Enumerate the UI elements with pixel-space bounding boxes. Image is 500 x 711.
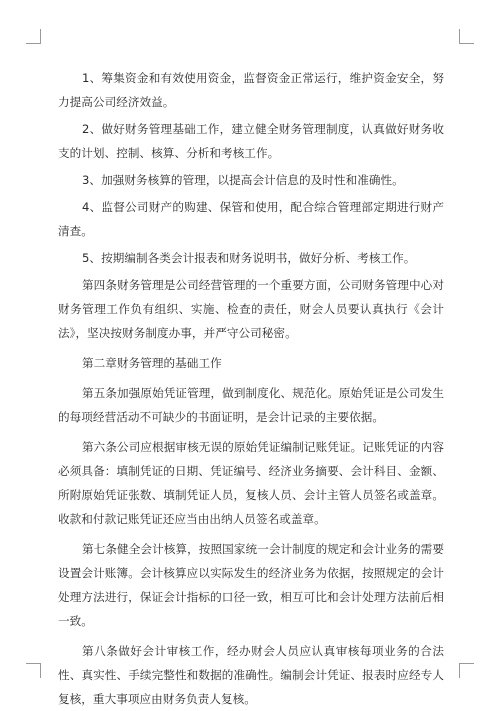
paragraph-article-4: 第四条财务管理是公司经营管理的一个重要方面，公司财务管理中心对财务管理工作负有组织、实施、检查的责任，财会人员要认真执行《会计法》，坚决按财务制度办事，并严守公司秘密。 [58, 278, 444, 340]
paragraph-article-7: 第七条健全会计核算，按照国家统一会计制度的规定和会计业务的需要设置会计账簿。会计核算应以实际发生的经济业务为依据，按照规定的会计处理方法进行，保证会计指标的口径一致，相互可比和会计处理方法前后相一致。 [58, 542, 444, 628]
paragraph-article-5: 第五条加强原始凭证管理，做到制度化、规范化。原始凭证是公司发生的每项经营活动不可缺少的书面证明，是会计记录的主要依据。 [58, 386, 444, 424]
paragraph-duty-2: 2、做好财务管理基础工作，建立健全财务管理制度，认真做好财务收支的计划、控制、核算、分析和考核工作。 [58, 122, 444, 160]
paragraph-duty-5: 5、按期编制各类会计报表和财务说明书，做好分析、考核工作。 [82, 251, 416, 265]
crop-mark-bottom-right [459, 663, 474, 678]
paragraph-article-8: 第八条做好会计审核工作，经办财会人员应认真审核每项业务的合法性、真实性、手续完整性和数据的准确性。编制会计凭证、报表时应经专人复核，重大事项应由财务负责人复核。 [58, 644, 444, 706]
paragraph-duty-1: 1、筹集资金和有效使用资金，监督资金正常运行，维护资金安全，努力提高公司经济效益。 [58, 71, 444, 109]
crop-mark-top-right [459, 29, 474, 44]
crop-mark-bottom-left [26, 663, 41, 678]
paragraph-article-6: 第六条公司应根据审核无误的原始凭证编制记账凭证。记账凭证的内容必须具备：填制凭证的日期、凭证编号、经济业务摘要、会计科目、金额、所附原始凭证张数、填制凭证人员，复核人员、会计主管人员签名或盖章。收款和付款记账凭证还应当由出纳人员签名或盖章。 [58, 440, 444, 526]
paragraph-duty-3: 3、加强财务核算的管理，以提高会计信息的及时性和准确性。 [82, 173, 404, 187]
document-body [58, 66, 444, 711]
paragraph-duty-4: 4、监督公司财产的购建、保管和使用，配合综合管理部定期进行财产清查。 [58, 200, 444, 238]
crop-mark-top-left [26, 29, 41, 44]
chapter-heading: 第二章财务管理的基础工作 [82, 356, 222, 370]
